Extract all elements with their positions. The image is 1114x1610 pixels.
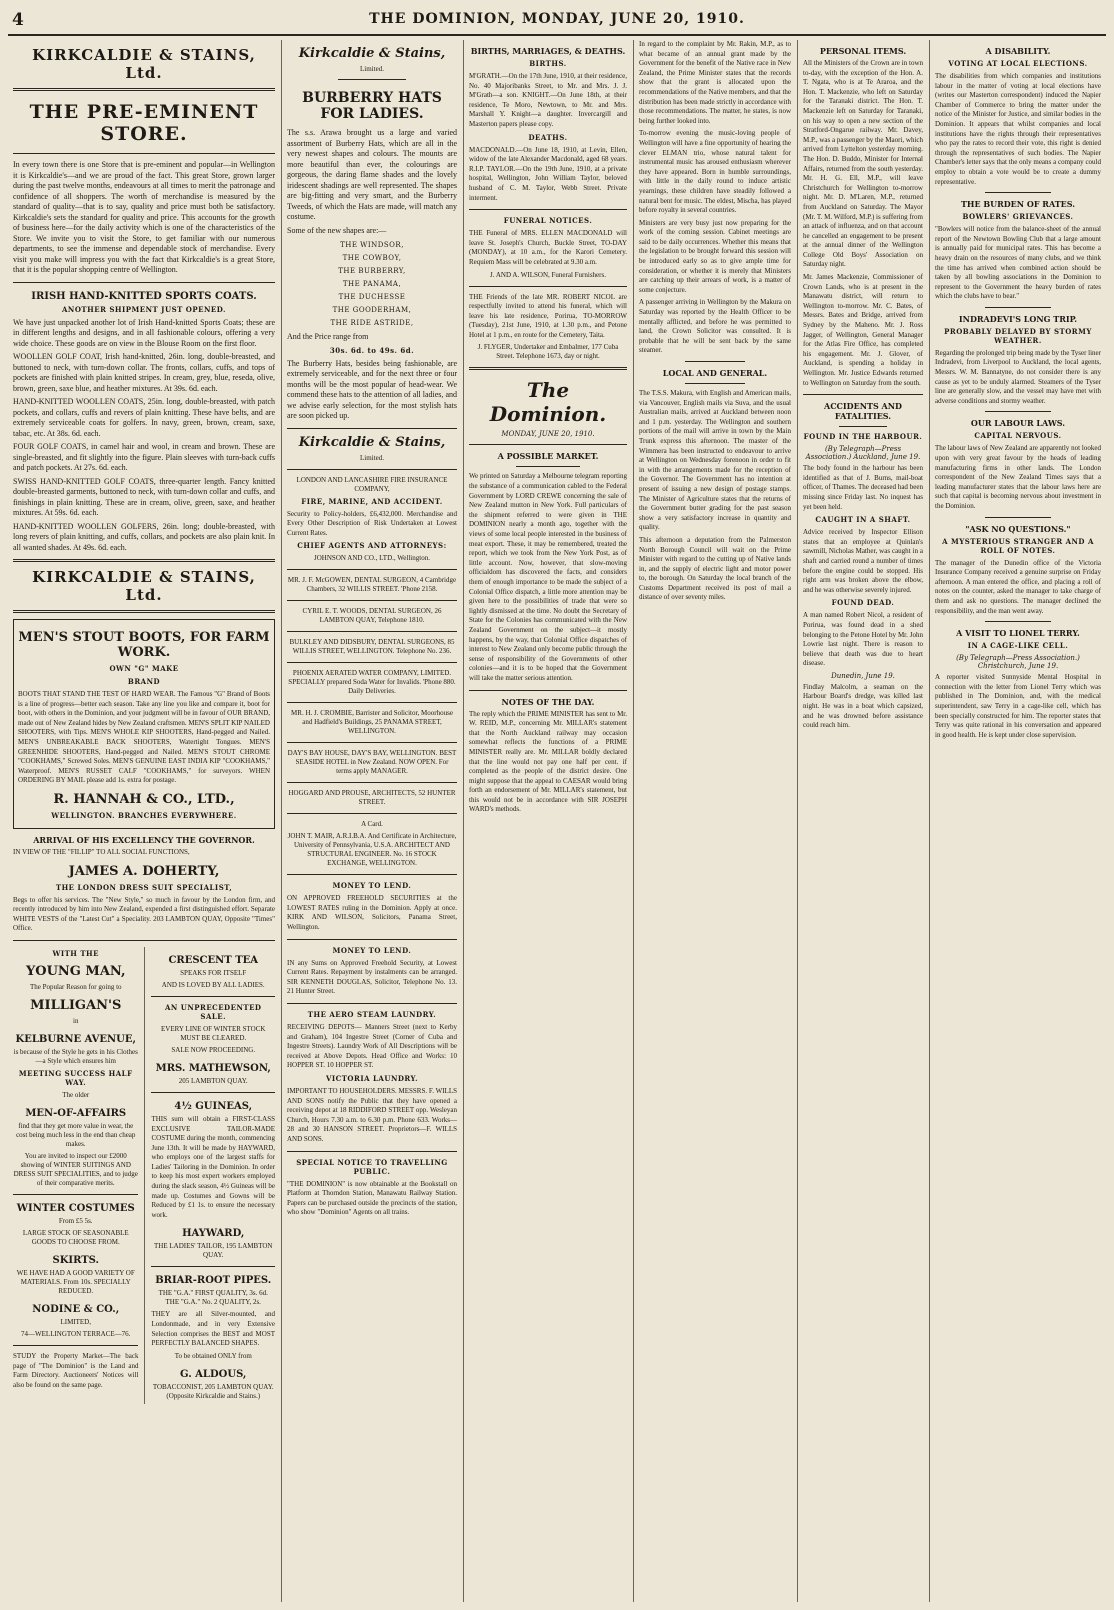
study-notice: STUDY the Property Market—The back page of "The Dominion" is the Land and Farm Directory. Auctioneers' Notices will also be found on the same page. [13, 1351, 139, 1389]
guineas-heading: 4½ GUINEAS, [174, 1100, 253, 1112]
divider [469, 286, 627, 287]
divider [287, 1151, 457, 1152]
insurance-text: Security to Policy-holders, £6,432,000. Merchandise and Every Other Description of Risk Undertaken at Lowest Current Rates. [287, 509, 457, 537]
ad-line: 74—WELLINGTON TERRACE—76. [21, 1329, 131, 1338]
arrival-text: IN VIEW OF THE "FILLIP" TO ALL SOCIAL FUNCTIONS, [13, 847, 190, 856]
divider [287, 631, 457, 632]
divider [685, 383, 746, 384]
sports-coats-intro: We have just unpacked another lot of Irish Hand-knitted Sports Coats; these are in different lengths and designs, and in all fashionable colours, offering a very wide choice. These goods are on view in the Blouse Room on the first floor. [13, 317, 275, 348]
labour-sub: CAPITAL NERVOUS. [974, 431, 1062, 441]
product-item: HAND-KNITTED WOOLLEN GOLFERS, 26in. long; double-breasted, with long revers of plain knitting, and cuffs, collars, and pockets are also plain knit. In all wanted shades. At 49s. 6d. each. [13, 521, 275, 552]
personal-text: Mr. James Mackenzie, Commissioner of Crown Lands, who is at present in the Manawatu district, will return to Wellington to-morrow. Mr. C. Bates, of Messrs. Bates and Bridge, arrived from Sydney by the Maheno. Mr. J. Ross Jagger, of Wellington, General Manager for the Atlas Fire Office, has completed his engagement. Mr. J. Glover, of Auckland, is spending a holiday in Wellington. Mr. Justice Edwards returned to Wellington on Saturday from the south. [803, 273, 923, 387]
hayward-name: HAYWARD, [182, 1228, 245, 1240]
hats-heading: BURBERRY HATS FOR LADIES. [302, 90, 442, 122]
ad-line: LARGE STOCK OF SEASONABLE GOODS TO CHOOSE FROM. [22, 1228, 129, 1246]
terry-heading: A VISIT TO LIONEL TERRY. [956, 628, 1080, 639]
personal-heading: PERSONAL ITEMS. [819, 46, 907, 56]
ad-line: MEETING SUCCESS HALF WAY. [18, 1068, 133, 1087]
firm-name: Kirkcaldie & Stains, [298, 434, 446, 450]
card: HOGGARD AND PROUSE, ARCHITECTS, 52 HUNTER STREET. [288, 789, 456, 807]
brand-sub: BRAND [127, 677, 161, 686]
ad-line: WE HAVE HAD A GOOD VARIETY OF MATERIALS. From 10s. SPECIALLY REDUCED. [16, 1268, 135, 1295]
column-4 [634, 40, 796, 1602]
labour-heading: OUR LABOUR LAWS. [970, 418, 1066, 429]
arrival-heading: ARRIVAL OF HIS EXCELLENCY THE GOVERNOR. [33, 834, 255, 845]
divider [13, 282, 275, 283]
product-item: WOOLLEN GOLF COAT, Irish hand-knitted, 26in. long, double-breasted, and buttoned to neck, with turn-down collar. The fronts, collars, cuffs, and tops of pockets are finished with plain knitted stripes. In cream, grey, blue, reseda, olive, brown, green, saxe blue, and heather mixtures. At 39s. 6d. each. [13, 352, 275, 393]
ad-line: KELBURNE AVENUE, [15, 1033, 136, 1045]
divider [338, 79, 406, 80]
money-heading: MONEY TO LEND. [332, 881, 412, 891]
card: BULKLEY AND DIDSBURY, DENTAL SURGEONS, 85 WILLIS STREET, WELLINGTON. Telephone No. 236. [289, 638, 455, 656]
briar-text: THEY are all Silver-mounted, and Londonmade, and in very Extensive Selection comprises the BEST and MOST PERFECTLY BALANCED SHAPES. [151, 1310, 275, 1348]
ad-line: YOUNG MAN, [25, 963, 126, 979]
harbour-text: The body found in the harbour has been identified as that of J. Burns, mail-boat officer, of Thames. The deceased had been missing since Friday last. No inquest has yet been held. [803, 464, 923, 511]
terry-text: A reporter visited Sunnyside Mental Hospital in connection with the letter from Lionel Terry which was published in The Dominion, and, with the medical superintendent, saw Terry in a cage-like cell, which has been specially constructed for him. The reporter states that Terry was quite rational in his conversation and appeared in good health. He is kept under close supervision. [935, 673, 1101, 739]
article-text: To-morrow evening the music-loving people of Wellington will have a fine opportunity of hearing the clever ELMAN trio, whose natural talent for instrumental music has aroused enthusiasm wherever they have appeared. Born in humble surroundings, with little in the daily round to induce artistic yearnings, these children have steadily followed a natural bent for music. The eldest, Mischa, has played before royalty in several countries. [639, 129, 791, 215]
ad-line: in [73, 1016, 79, 1025]
hat-shape: THE RIDE ASTRIDE, [330, 319, 414, 327]
disability-heading: A DISABILITY. [985, 46, 1051, 56]
divider [13, 1345, 138, 1346]
product-item: HAND-KNITTED WOOLLEN COATS, 25in. long, double-breasted, with patch pockets, and collars, cuffs and revers of plain knitting. These have belts, and are extremely serviceable coats for golfers. In navy, green, brown, cream, saxe, tabac, etc. At 38s. 6d. each. [13, 397, 275, 438]
victoria-text: IMPORTANT TO HOUSEHOLDERS. MESSRS. F. WILLS AND SONS notify the Public that they have opened a receiving depot at 18 RIDDIFORD STREET opp. Wesleyan Church, Hours 7.30 a.m. to 6.30 p.m. Phone 633. Works—28 and 30 HANSON STREET. Proprietors—F. WILLS AND SONS. [287, 1087, 457, 1143]
ad-line: From £5 5s. [58, 1216, 93, 1225]
winter-heading: WINTER COSTUMES [16, 1202, 135, 1214]
money-text: ON APPROVED FREEHOLD SECURITIES at the LOWEST RATES ruling in the Dominion. Apply at once. KIRK AND WILSON, Solicitors, Panama Street, Wellington. [287, 894, 457, 932]
disability-text: The disabilities from which companies and institutions labour in the matter of voting at local elections have (writes our Masterton correspondent) induced the Napier Chamber of Commerce to bring the matter under the notice of the Minister for Justice, and similar bodies in the Dominion. It appears that whilst companies and local institutions have the rights through their representatives who pay the rates to record their vote, this right is denied through the representatives of such bodies. The Napier Chamber's letter says that the only means a company could employ to obtain a vote would be to create a dummy representative. [935, 72, 1101, 186]
bottom-ads [13, 947, 275, 1404]
ad-line: AND IS LOVED BY ALL LADIES. [161, 980, 265, 989]
laundry-heading: THE AERO STEAM LAUNDRY. [307, 1010, 437, 1020]
article-text: In regard to the complaint by Mr. Rakin, M.P., as to what became of an annual grant made by the Government for the benefit of the Native race in New Zealand, the Prime Minister states that the records show that the grant is allocated upon the recommendations of the Native members, and that the distribution has been made strictly in accordance with those recommendations. The matter, he states, is now being further looked into. [639, 40, 791, 125]
hat-shape: THE GOODERHAM, [332, 306, 412, 314]
harbour-heading: FOUND IN THE HARBOUR. [803, 432, 923, 442]
ad-line: 205 LAMBTON QUAY. [178, 1076, 248, 1085]
divider [469, 444, 627, 445]
ad-line: SPEAKS FOR ITSELF [180, 968, 247, 977]
column-6 [930, 40, 1106, 1602]
article-text: A passenger arriving in Wellington by the Makura on Saturday was reported by the Health Officer to be mentally afflicted, and before he was permitted to land, the Crown Solicitor was consulted. It is probable that he will be sent back by the same steamer. [639, 298, 791, 355]
boots-text: BOOTS THAT STAND THE TEST OF HARD WEAR. The Famous "G" Brand of Boots is a line of progress—better each season. Take any line you like and compare it, boot for boot, with others in the Dominion, and your judgment will be in favour of OUR BRAND, made out of New Zealand hides by New Zealand craftsmen. MEN'S SPLIT KIP NAILED SHOOTERS, with Tips. MEN'S WHOLE KIP SHOOTERS, Hand-pegged and Nailed. MEN'S UNBREAKABLE BACK SHOOTERS, Watertight Tongues. MEN'S GREENHIDE SHOOTERS, Hand-pegged and Nailed. MEN'S STOUT CHROME "COOKHAMS," Screwed Soles. MEN'S GENUINE EAST INDIA KIP "COOKHAMS," Waterproof. MEN'S RUSSET CALF "COOKHAMS," for surveyors. WHEN ORDERING BY MAIL please add 1s. extra for postage. [18, 690, 270, 785]
divider [803, 394, 923, 395]
ad-line: To be obtained ONLY from [174, 1351, 252, 1360]
milligan-advert [13, 947, 138, 1404]
doherty-text: Begs to offer his services. The "New Style," so much in favour by the London firm, and recently introduced by him into New Zealand, expended a first distinguished effort. Separate WHITE VESTS of the "Latest Cut" a Speciality. 203 LAMBTON QUAY, Opposite "Times" Office. [13, 895, 275, 933]
notes-text: The reply which the PRIME MINISTER has sent to Mr. W. REID, M.P., concerning Mr. MILLAR's statement that the North Auckland railway may occasion somewhat reflects the functions of a PRIME MINISTER really are. Mr. MILLAR boldly declared that the line would not pay one half per cent. if completed as the people of the district desire. One might suppose that the appeal to CAESAR would bring forth an endorsement of Mr. MILLAR's statement, but this would not be in accordance with SIR JOSEPH WARD's methods. [469, 709, 627, 814]
insurance-sub: FIRE, MARINE, AND ACCIDENT. [301, 496, 443, 506]
store-headline: THE PRE-EMINENT STORE. [29, 101, 259, 145]
product-item: FOUR GOLF COATS, in camel hair and wool, in cream and brown. These are single-breasted, and fit slightly into the figure. Plain sleeves with turn-back cuffs and patch pockets. At 27s. 6d. each. [13, 442, 275, 472]
divider [13, 559, 275, 562]
bmd-heading: BIRTHS, MARRIAGES, & DEATHS. [470, 46, 626, 56]
labour-text: The labour laws of New Zealand are apparently not looked upon with very great favour by the heads of leading manufacturing firms in other lands. The London correspondent of the New Zealand Times says that a leading manufacturer states that the labour laws here are such that capital is becoming nervous about investment in the Dominion. [935, 444, 1101, 510]
victoria-heading: VICTORIA LAUNDRY. [325, 1074, 419, 1083]
divider [469, 367, 627, 370]
sports-coats-subheading: ANOTHER SHIPMENT JUST OPENED. [62, 304, 226, 314]
shaft-heading: CAUGHT IN A SHAFT. [815, 515, 911, 525]
hat-shape: THE BURBERRY, [338, 267, 406, 275]
divider [685, 361, 746, 362]
funeral-text: THE Friends of the late MR. ROBERT NICOL are respectfully invited to attend his funeral, which will leave his late residence, Porirua, TO-MORROW (Tuesday), 21st June, 1910, at 1.30 p.m., and Petone Hotel at 1 p.m., en route for the Cemetery, Taita. [469, 292, 627, 339]
price-intro: And the Price range from [287, 332, 369, 341]
deaths-text: MACDONALD.—On June 18, 1910, at Levin, Ellen, widow of the late Alexander Macdonald, aged 68 years. R.I.P. TAYLOR.—On the 19th June, 1910, at a private hospital, Wellington, John William Taylor, beloved husband of C. M. Taylor, Webb Street. Private interment. [469, 145, 627, 202]
rates-heading: THE BURDEN OF RATES. [960, 199, 1076, 210]
harbour-sub: (By Telegraph—Press Association.) Auckland, June 19. [805, 445, 921, 462]
special-text: "THE DOMINION" is now obtainable at the Bookstall on Platform at Thorndon Station, Manawatu Railway Station. Papers can be purchased outside the precincts of the station, who show "Dominion" Agents on all trains. [287, 1179, 457, 1217]
card: MR. J. F. McGOWEN, DENTAL SURGEON, 4 Cambridge Chambers, 32 WILLIS STREET. 'Phone 2158. [287, 576, 457, 594]
firm-name: Kirkcaldie & Stains, [298, 46, 446, 61]
trip-sub: PROBABLY DELAYED BY STORMY WEATHER. [944, 326, 1092, 345]
divider [287, 428, 457, 429]
divider [287, 939, 457, 940]
firm-name: KIRKCALDIE & STAINS, Ltd. [32, 46, 256, 82]
dunedin-dateline: Dunedin, June 19. [831, 671, 895, 680]
divider [287, 742, 457, 743]
article-text: Ministers are very busy just now preparing for the work of the coming session. Cabinet meetings are said to be daily occurrences. Whether this means that the legislation to be brought forward this session will be introduced early so as to give ample time for consideration, or whether it is merely that Ministers are catching up their arrears of work, is a matter of some conjecture. [639, 218, 791, 294]
card: CYRIL E. T. WOODS, DENTAL SURGEON, 26 LAMBTON QUAY, Telephone 1810. [302, 607, 442, 625]
right-ads [151, 947, 275, 1404]
article-text: We printed on Saturday a Melbourne telegram reporting the substance of a communication cabled to the Federal Government by LORD CREWE concerning the sale of New Zealand mutton in New York. Full particulars of the shipment referred to were given in THE DOMINION nearly a month ago, together with the views of some local people interested in the business of meat export. These, it may be remembered, treated the report, which we took from the New York Post, as of little account. Now, however, that slow-moving officialdom has discovered the facts, and considers them of enough importance to be made the subject of a Colonial Office dispatch, a little more attention may be given here to the possibilities of trade that were so lightly dismissed at the time. No doubt the Secretary of State for the Colonies has communicated with the New Zealand Government on the subject—it mostly happens, by the way, that Colonial Office dispatches of interest to New Zealand only become public through the sense of responsibility of the Governments of other colonies—and it is to be hoped that the Government will take the matter serious attention. [469, 472, 627, 682]
agents-heading: CHIEF AGENTS AND ATTORNEYS: [297, 541, 447, 551]
firm-limited: Limited. [360, 65, 384, 73]
divider [287, 569, 457, 570]
divider [287, 662, 457, 663]
divider [13, 1194, 138, 1195]
questions-heading: "ASK NO QUESTIONS." [965, 523, 1071, 534]
rates-sub: BOWLERS' GRIEVANCES. [962, 212, 1074, 222]
hannah-sub: WELLINGTON. BRANCHES EVERYWHERE. [51, 810, 237, 820]
divider [516, 466, 579, 467]
questions-sub: A MYSTERIOUS STRANGER AND A ROLL OF NOTES. [942, 536, 1094, 555]
rates-text: "Bowlers will notice from the balance-sheet of the annual report of the Newtown Bowling Club that a large amount is annually paid for municipal rates. This has become a heavy drain on the resources of many clubs, and we think the time has arrived when combined action should be taken by all bowling associations in the Dominion to represent to the Government the heavy burden of rates which the clubs have to bear." [935, 225, 1101, 301]
nodine-name: NODINE & CO., [32, 1303, 120, 1315]
divider [287, 874, 457, 875]
product-item: SWISS HAND-KNITTED GOLF COATS, three-quarter length. Fancy knitted double-breasted garments, buttoned to neck, with turn-down collar and cuffs, and finishings in plain knitting. These are in cream, olive, green, saxe, and heather mixtures. At 59s. 6d. each. [13, 476, 275, 517]
ad-line: The older [62, 1090, 90, 1099]
divider [985, 621, 1051, 622]
divider [287, 782, 457, 783]
ad-line: EVERY LINE OF WINTER STOCK MUST BE CLEARED. [160, 1024, 266, 1042]
ad-line: is because of the Style he gets in his Clothes—a Style which ensures him [13, 1047, 138, 1065]
briar-heading: BRIAR-ROOT PIPES. [155, 1275, 272, 1287]
dead-heading: FOUND DEAD. [831, 598, 895, 608]
firm-limited: Limited. [360, 453, 384, 462]
trip-heading: INDRADEVI'S LONG TRIP. [958, 313, 1078, 324]
divider [13, 88, 275, 91]
card: MR. H. J. CROMBIE, Barrister and Solicitor, Moorhouse and Hadfield's Buildings, 25 PANAMA STREET, WELLINGTON. [291, 709, 453, 736]
money-heading: MONEY TO LEND. [332, 945, 412, 955]
card: PHOENIX AERATED WATER COMPANY, LIMITED. SPECIALLY prepared Soda Water for Invalids. 'Phone 880. Daily Deliveries. [288, 669, 456, 696]
disability-sub: VOTING AT LOCAL ELECTIONS. [948, 59, 1088, 68]
ad-line: THE LADIES' TAILOR, 195 LAMBTON QUAY. [154, 1242, 273, 1260]
ad-line: The Popular Reason for going to [29, 982, 122, 991]
questions-text: The manager of the Dunedin office of the Victoria Insurance Company received a genuine surprise on Friday afternoon. A man entered the office, and placing a roll of notes on the counter, asked the manager to take charge of them and ask no questions. The manager declined the responsibility, and the man went away. [935, 558, 1101, 615]
shaft-text: Advice received by Inspector Ellison states that an employee at Quinlan's sawmill, Nicholas Mather, was caught in a shaft and carried round a number of times before the engine could be stopped. His right arm was broken above the elbow, and he was otherwise severely injured. [803, 528, 923, 594]
divider [985, 517, 1051, 518]
laundry-text: RECEIVING DEPOTS— Manners Street (next to Kerby and Graham), 104 Ingestre Street (Corner of Cuba and Ingestre Streets). Laundry Work of All Descriptions will be received at Above Depots. Head Office and Works: 10 HOPPER ST. 10 HOPPER ST. [287, 1023, 457, 1070]
terry-dateline: (By Telegraph—Press Association.) Christchurch, June 19. [956, 654, 1080, 671]
undertaker: J. FLYGER, Undertaker and Embalmer, 177 Cuba Street. Telephone 1673, day or night. [477, 343, 619, 361]
hat-shape: THE DUCHESSE [338, 293, 406, 301]
divider [469, 209, 627, 210]
divider [13, 610, 275, 613]
ad-line: THE "G.A." FIRST QUALITY, 3s. 6d. THE "G.A." No. 2 QUALITY, 2s. [158, 1289, 268, 1307]
agents: JOHNSON AND CO., LTD., Wellington. [314, 554, 430, 563]
guineas-text: THIS sum will obtain a FIRST-CLASS EXCLUSIVE TAILOR-MADE COSTUME during the month, commencing June 13th. It will be made by HAYWARD, who employs one of the largest staffs for Ladies' Tailoring in the Dominion. In order to keep his most expert workers employed during the slack season, 4½ Guineas will be made up. Costumes and Gowns will be Reduced by £1 1s. to ensure the necessary work. [151, 1114, 275, 1219]
hats-more: The Burberry Hats, besides being fashionable, are extremely serviceable, and for the next three or four months will be the most popular of head-wear. We commend these hats to the attention of all ladies, and we advise early selection, for the most stylish hats are soon picked up. [287, 358, 457, 420]
divider [13, 940, 275, 941]
boots-advert [13, 619, 275, 829]
hats-text: The s.s. Arawa brought us a large and varied assortment of Burberry Hats, which are all in the very newest shapes and colours. The mounts are more beautiful than ever, the colourings are gorgeous, the daring flame shades and the lovely iridescent shadings are well represented. The shapes are big-fitting and very smart, and the Burberry Tweeds, of which the Hats are made, will match any costume. [287, 128, 457, 221]
doherty-sub: THE LONDON DRESS SUIT SPECIALIST, [55, 882, 233, 892]
deaths-heading: DEATHS. [528, 132, 568, 142]
divider [287, 469, 457, 470]
aldous-name: G. ALDOUS, [180, 1368, 247, 1380]
hat-shape: THE COWBOY, [342, 254, 402, 262]
ad-line: AN UNPRECEDENTED SALE. [164, 1002, 262, 1021]
column-rule [144, 947, 145, 1404]
article-heading: A POSSIBLE MARKET. [497, 451, 599, 462]
crescent-heading: CRESCENT TEA [168, 954, 259, 966]
dominion-masthead: The Dominion. [489, 378, 607, 427]
trip-text: Regarding the prolonged trip being made by the Tyser liner Indradevi, from Liverpool to Auckland, the local agents, Messrs. W. M. Bannatyne, do not consider there is any cause as yet to be unduly alarmed. Steamers of the Tyser line are generally slow, and the vessel may have met with adverse conditions and stormy weather. [935, 348, 1101, 405]
divider [151, 996, 275, 997]
column-5 [798, 40, 928, 1602]
ad-line: SALE NOW PROCEEDING. [171, 1045, 256, 1054]
divider [287, 1003, 457, 1004]
personal-text: All the Ministers of the Crown are in town to-day, with the exception of the Hon. A. T. Ngata, who is at Te Araroa, and the Hon. T. Mackenzie, who left on Saturday for the Taranaki district. The Hon. T. Mackenzie left on Saturday for Taranaki, on his way to open a new section of the Stratford-Ongarue railway. Mr. Davey, M.P., was a passenger by the Maori, which arrived from Lyttelton yesterday morning. The Hon. D. Buddo, Minister for Internal Affairs, returned from the south yesterday. Mr. H. G. Ell, M.P., will leave Christchurch for Wellington to-morrow night. Mr. D. M'Laren, M.P., returned from Auckland on Saturday. The Mayor (Mr. T. M. Wilford, M.P.) is suffering from an attack of influenza, and on that account he cancelled an engagement to be present at the annual dinner of the Wellington College Old Boys' Association on Saturday night. [803, 59, 923, 269]
terry-sub: IN A CAGE-LIKE CELL. [967, 641, 1069, 651]
brand-label: OWN "G" MAKE [109, 664, 179, 673]
card: DAY'S BAY HOUSE, DAY'S BAY, WELLINGTON. BEST SEASIDE HOTEL in New Zealand. NOW OPEN. For terms apply MANAGER. [287, 749, 457, 776]
money-text: IN any Sums on Approved Freehold Security, at Lowest Current Rates. Repayment by instalments can be arranged. SIR KENNETH DOUGLAS, Solicitor, Telephone No. 13. 21 Hunter Street. [287, 958, 457, 996]
mathewson-name: MRS. MATHEWSON, [155, 1062, 271, 1074]
ad-line: You are invited to inspect our £2000 showing of WINTER SUITINGS AND DRESS SUIT SPECIALITIES, and to judge of their comparative merits. [13, 1151, 138, 1187]
milligan-name: MILLIGAN'S [30, 997, 122, 1013]
ad-line: find that they get more value in wear, the cost being much less in the end than cheap makes. [16, 1121, 136, 1148]
dead-text: A man named Robert Nicol, a resident of Porirua, was found dead in a shed belonging to the Petone Hotel by Mr. John Lowrie last night. There is reason to believe that death was due to heart disease. [803, 611, 923, 668]
dateline: MONDAY, JUNE 20, 1910. [501, 430, 595, 439]
page-number: 4 [12, 10, 24, 30]
special-heading: SPECIAL NOTICE TO TRAVELLING PUBLIC. [296, 1157, 448, 1176]
sports-coats-heading: IRISH HAND-KNITTED SPORTS COATS. [31, 290, 257, 302]
divider [469, 690, 627, 691]
boots-heading: MEN'S STOUT BOOTS, FOR FARM WORK. [18, 630, 270, 660]
local-text: This afternoon a deputation from the Palmerston North Borough Council will wait on the Prime Minister with regard to the cutting up of Native lands in, and the supply of electric light and motor power to, the borough. On Saturday the local branch of the Customs Department received its post of mail a distance of over seventy miles. [639, 535, 791, 602]
local-text: The T.S.S. Makura, with English and American mails, via Vancouver, English mails via Suva, and the usual Australian mails, arrived at Auckland between noon and 1 p.m. yesterday. The Wellington and southern portions of the mail will arrive in town by the Main Trunk express this afternoon. The master of the Wimmera has been instructed to endeavour to arrive at Wellington on Wednesday forenoon in order to fit in with the arrangements made for the reception of the Governor. The Government has no intention at present of issuing a new design of postage stamps. The Minister of Agriculture states that the returns of the Government butter grading for the past season show a very satisfactory increase in quantity and quality. [639, 389, 791, 532]
funeral-text: THE Funeral of MRS. ELLEN MACDONALD will leave St. Joseph's Church, Buckle Street, TO-DAY (MONDAY), at 10 a.m., for the Karori Cemetery. Requiem Mass will be celebrated at 9.30 a.m. [469, 229, 627, 266]
hat-shape: THE WINDSOR, [340, 241, 404, 249]
masthead [8, 8, 1106, 36]
dunedin-text: Findlay Malcolm, a seaman on the Harbour Board's dredge, was killed last night. He was in a boat which capsized, and he was drowned before assistance could reach him. [803, 682, 923, 730]
column-3 [464, 40, 632, 1602]
ad-line: MEN-OF-AFFAIRS [25, 1107, 127, 1119]
column-2 [282, 40, 462, 1602]
ad-line: WITH THE [52, 948, 100, 958]
masthead-title: THE DOMINION, MONDAY, JUNE 20, 1910. [369, 11, 745, 27]
ad-line: LIMITED, [60, 1317, 91, 1326]
notes-heading: NOTES OF THE DAY. [501, 696, 595, 707]
divider [985, 307, 1051, 308]
divider [985, 411, 1051, 412]
hat-shape: THE PANAMA, [342, 280, 402, 288]
births-heading: BIRTHS. [529, 59, 567, 68]
ad-line: SKIRTS. [52, 1254, 99, 1266]
firm-name: KIRKCALDIE & STAINS, Ltd. [32, 568, 256, 604]
ad-line: TOBACCONIST, 205 LAMBTON QUAY. (Opposite Kirkcaldie and Stains.) [152, 1382, 274, 1400]
divider [985, 192, 1051, 193]
divider [13, 153, 275, 154]
card-heading: A Card. [361, 820, 383, 829]
shapes-intro: Some of the new shapes are:— [287, 225, 387, 235]
mair-card: JOHN T. MAIR, A.R.I.B.A. And Certificate in Architecture, University of Pennsylvania, U.S.A. ARCHITECT AND STRUCTURAL ENGINEER. No. 16 STOCK EXCHANGE, WELLINGTON. [287, 832, 457, 868]
accidents-heading: ACCIDENTS AND FATALITIES. [823, 401, 902, 422]
hannah-name: R. HANNAH & CO., LTD., [53, 791, 235, 807]
price-range: 30s. 6d. to 49s. 6d. [329, 345, 415, 355]
store-intro: In every town there is one Store that is pre-eminent and popular—in Wellington it is Kirkcaldie's—and we are proud of the fact. This great Store, grown larger during the past twelve months, endeavours at all times to merit the patronage and confidence of all shoppers. The worth of merchandise is measured by the standard of quality—that is to say, quality and price must both be satisfactory. Kirkcaldie's sets the standard for quality and price. This accounts for the growth of business here—for the daily activity which is one of the characteristics of the Store. We invite you to visit the Store, to get familiar with our numerous departments, to see the immense and dependable stock of merchandise. Every visit you make will impress you with the fact that Kirkcaldie's is a great Store, that it is the popular shopping centre of Wellington. [13, 160, 275, 274]
divider [287, 702, 457, 703]
divider [839, 426, 887, 427]
undertaker: J. AND A. WILSON, Funeral Furnishers. [490, 270, 606, 279]
divider [287, 813, 457, 814]
births-text: M'GRATH.—On the 17th June, 1910, at their residence, No. 40 Majoribanks Street, to Mr. and Mrs. J. J. M'Grath—a son. KNIGHT.—On June 18th, at their residence, Te Moro, Newtown, to Mr. and Mrs. Marshall Y. Knight—a daughter. Invercargill and Masterton papers please copy. [469, 72, 627, 128]
divider [151, 1266, 275, 1267]
divider [287, 600, 457, 601]
divider [151, 1092, 275, 1093]
funeral-heading: FUNERAL NOTICES. [503, 216, 593, 226]
column-1 [8, 40, 280, 1602]
local-heading: LOCAL AND GENERAL. [662, 368, 768, 378]
doherty-name: JAMES A. DOHERTY, [68, 863, 220, 879]
insurance-heading: LONDON AND LANCASHIRE FIRE INSURANCE COMPANY, [296, 475, 448, 493]
